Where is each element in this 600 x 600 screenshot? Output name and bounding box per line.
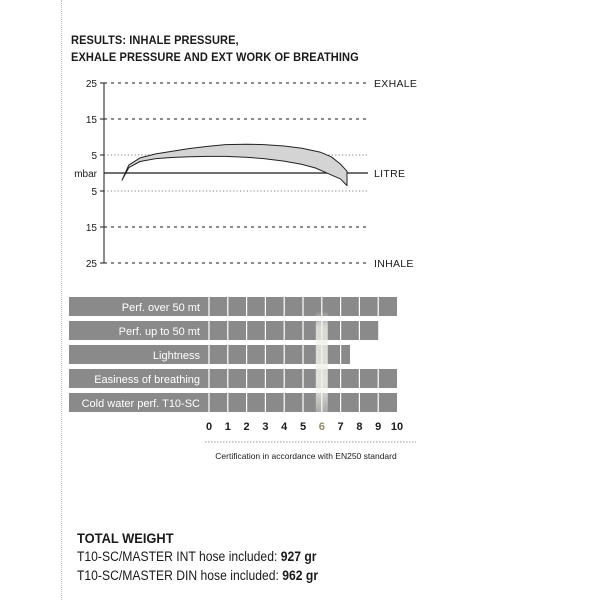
- exhale-label: EXHALE: [374, 78, 418, 90]
- bar-category-label: Easiness of breathing: [94, 374, 200, 386]
- x-tick-label: 5: [299, 421, 307, 433]
- x-tick-label: 9: [375, 421, 382, 433]
- title-line-2: EXHALE PRESSURE AND EXT WORK OF BREATHING: [71, 50, 359, 64]
- weight-din-label: T10-SC/MASTER DIN hose included:: [77, 568, 283, 583]
- litre-label: LITRE: [374, 168, 406, 180]
- work-of-breathing-loop: [122, 144, 347, 185]
- bar-category-label: Cold water perf. T10-SC: [81, 398, 200, 410]
- score-bar: [69, 297, 397, 316]
- weight-int-line: [77, 547, 318, 566]
- weight-int-label: T10-SC/MASTER INT hose included:: [77, 549, 281, 564]
- y-tick-label: 5: [91, 151, 97, 162]
- x-tick-label: 8: [356, 421, 363, 433]
- y-tick-label: 15: [85, 223, 97, 234]
- weight-din-line: [77, 566, 318, 585]
- x-tick-label: 0: [205, 421, 213, 433]
- x-tick-label: 7: [337, 421, 344, 433]
- title-line-1: RESULTS: INHALE PRESSURE,: [71, 33, 239, 47]
- bar-category-label: Perf. up to 50 mt: [118, 326, 200, 338]
- score-bar: [69, 321, 378, 340]
- y-tick-label: 15: [85, 115, 97, 126]
- x-tick-label: 1: [224, 421, 231, 433]
- y-tick-label: 25: [85, 259, 97, 270]
- inhale-label: INHALE: [374, 258, 414, 270]
- weight-din-value: 962 gr: [282, 568, 319, 583]
- x-tick-label: 6: [318, 421, 325, 433]
- total-weight-title: TOTAL WEIGHT: [77, 530, 174, 546]
- highlight-glow: [316, 311, 328, 416]
- y-tick-label: 25: [85, 79, 97, 90]
- performance-bar-chart: [0, 290, 600, 470]
- total-weight-section: [77, 529, 345, 585]
- x-tick-label: 4: [281, 421, 288, 433]
- y-axis-unit-label: mbar: [74, 169, 97, 180]
- bar-category-label: Lightness: [152, 350, 200, 362]
- y-tick-label: 5: [91, 187, 97, 198]
- x-tick-label: 2: [243, 421, 250, 433]
- weight-int-value: 927 gr: [280, 549, 317, 564]
- bar-category-label: Perf. over 50 mt: [121, 302, 200, 314]
- certification-caption: Certification in accordance with EN250 standard: [215, 451, 397, 461]
- x-tick-label: 3: [262, 421, 269, 433]
- x-tick-label: 10: [390, 421, 404, 433]
